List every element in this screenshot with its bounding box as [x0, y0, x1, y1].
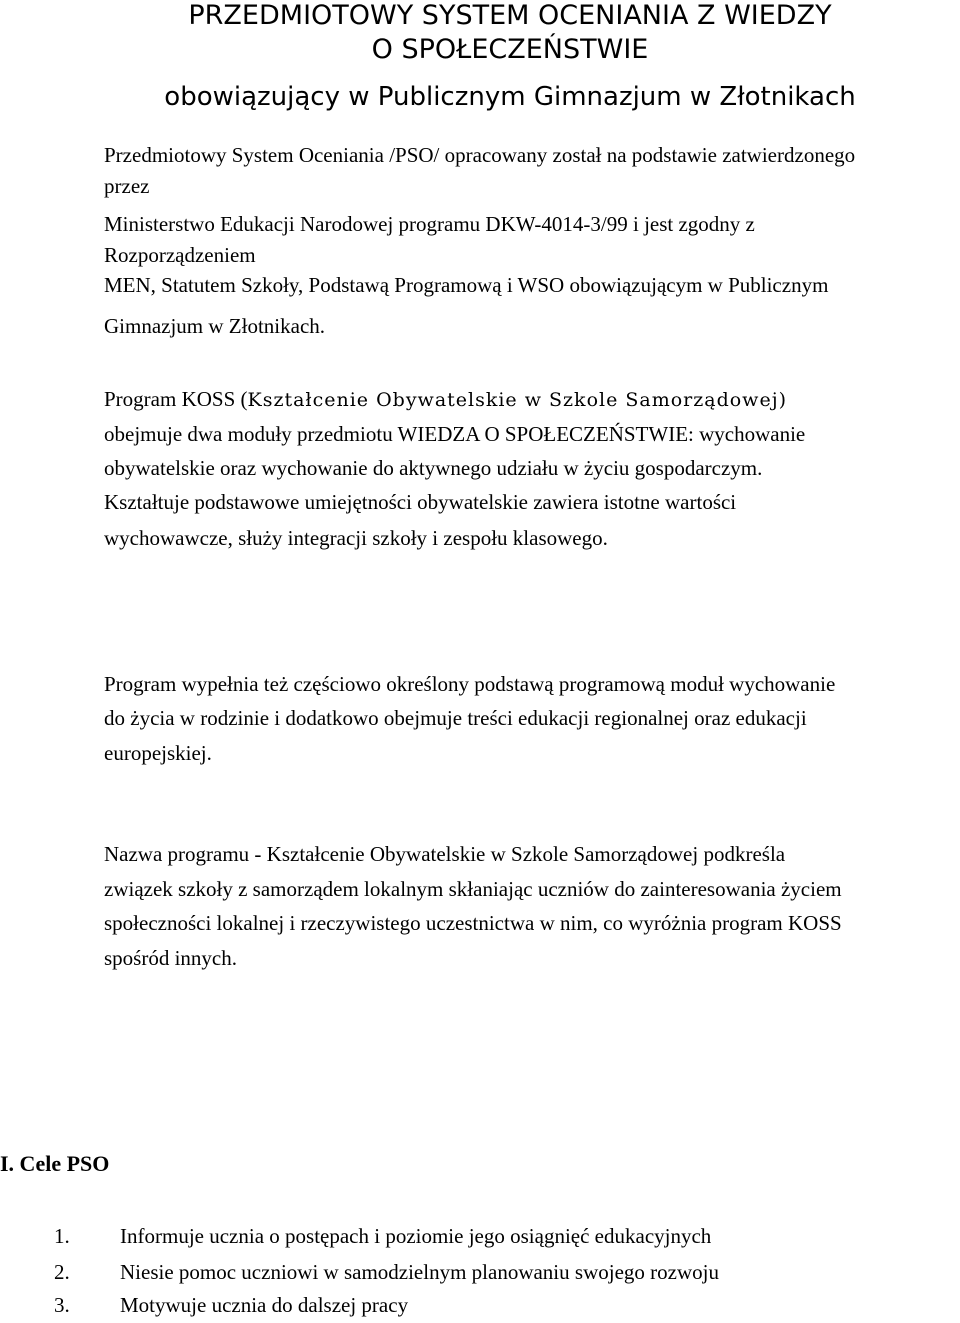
- koss-line: obejmuje dwa moduły przedmiotu WIEDZA O SPOŁECZEŃSTWIE: wychowanie: [104, 422, 806, 446]
- list-item-number: 3.: [54, 1293, 70, 1317]
- program-name-line: Nazwa programu - Kształcenie Obywatelskie w Szkole Samorządowej podkreśla: [104, 842, 786, 866]
- document-title-line1: PRZEDMIOTOWY SYSTEM OCENIANIA Z WIEDZY: [188, 0, 832, 31]
- intro-line: Ministerstwo Edukacji Narodowej programu DKW-4014-3/99 i jest zgodny z: [104, 212, 755, 236]
- intro-line: Gimnazjum w Złotnikach.: [104, 314, 326, 338]
- program-name-line: społeczności lokalnej i rzeczywistego uczestnictwa w nim, co wyróżnia program KOSS: [104, 911, 842, 935]
- intro-line: Rozporządzeniem: [104, 243, 256, 267]
- koss-prefix: Program KOSS (: [104, 387, 248, 411]
- koss-expanded-name: Kształcenie Obywatelskie w Szkole Samorządowej): [247, 389, 787, 411]
- program-name-line: spośród innych.: [104, 946, 237, 970]
- list-item-text: Informuje ucznia o postępach i poziomie jego osiągnięć edukacyjnych: [120, 1224, 712, 1248]
- list-item-text: Motywuje ucznia do dalszej pracy: [120, 1293, 409, 1317]
- module-line: do życia w rodzinie i dodatkowo obejmuje treści edukacji regionalnej oraz edukacji: [104, 706, 807, 730]
- document-title-line2: O SPOŁECZEŃSTWIE: [371, 34, 649, 65]
- document-subtitle: obowiązujący w Publicznym Gimnazjum w Złotnikach: [164, 82, 856, 112]
- intro-line: Przedmiotowy System Oceniania /PSO/ opracowany został na podstawie zatwierdzonego: [104, 143, 856, 167]
- koss-line: [104, 387, 787, 412]
- intro-line: przez: [104, 174, 150, 198]
- list-item-number: 1.: [54, 1224, 70, 1248]
- koss-line: wychowawcze, służy integracji szkoły i zespołu klasowego.: [104, 526, 608, 550]
- koss-line: obywatelskie oraz wychowanie do aktywnego udziału w życiu gospodarczym.: [104, 456, 763, 480]
- section-heading: I. Cele PSO: [0, 1151, 110, 1176]
- module-line: Program wypełnia też częściowo określony podstawą programową moduł wychowanie: [104, 672, 836, 696]
- list-item-number: 2.: [54, 1260, 70, 1284]
- list-item-text: Niesie pomoc uczniowi w samodzielnym planowaniu swojego rozwoju: [120, 1260, 719, 1284]
- module-line: europejskiej.: [104, 741, 212, 765]
- intro-line: MEN, Statutem Szkoły, Podstawą Programową i WSO obowiązującym w Publicznym: [104, 273, 829, 297]
- koss-line: Kształtuje podstawowe umiejętności obywatelskie zawiera istotne wartości: [104, 490, 737, 514]
- program-name-line: związek szkoły z samorządem lokalnym skłaniając uczniów do zainteresowania życiem: [104, 877, 842, 901]
